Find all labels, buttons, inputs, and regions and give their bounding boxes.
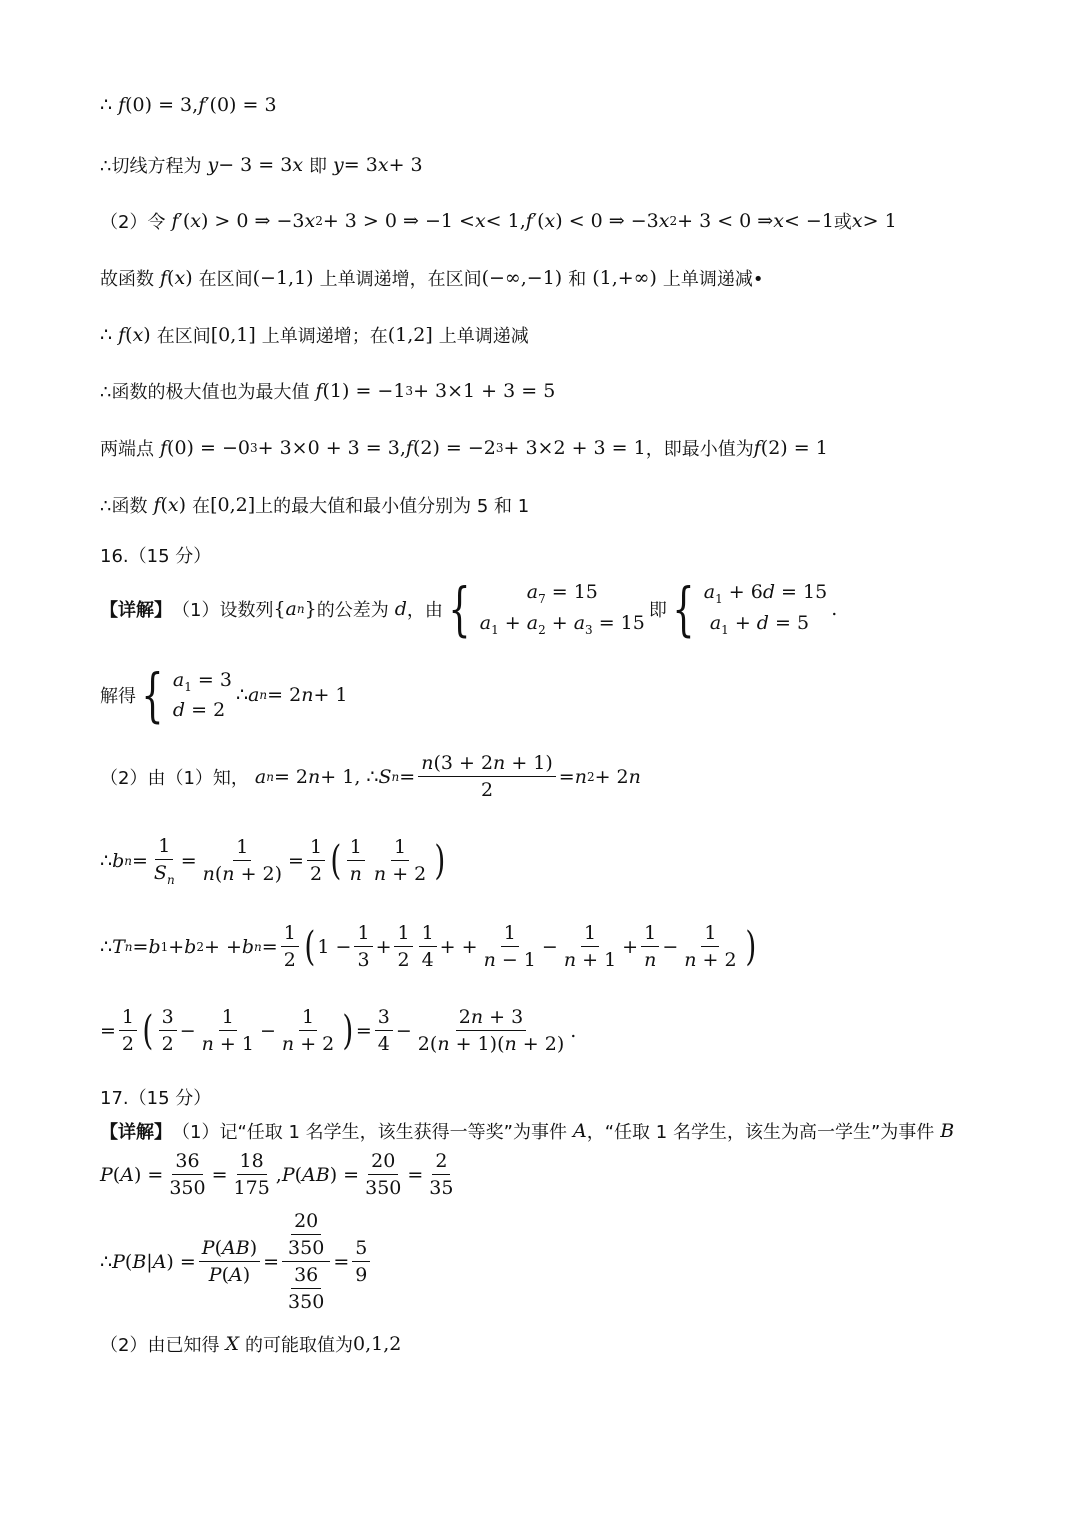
maximum-value: ∴函数的极大值也为最大值 f (1) = −1 3 + 3×1 + 3 = 5 [100,380,556,403]
q16-text-d: 即 [648,600,667,621]
l5-text-c: 上单调递增；在 [261,326,388,347]
l8-text-a: ∴函数 [100,496,148,517]
l5-text-d: 上单调递减 [438,326,529,347]
q17-text-a: （1）记“任取 1 名学生，该生获得一等奖”为事件 [172,1122,567,1143]
therefore-symbol: ∴ [100,324,113,346]
l4-text-d: 和 [568,269,587,290]
therefore-symbol: ∴ [100,94,113,116]
tangent-text: ∴切线方程为 [100,156,202,177]
q16-solution: 解得 { $a_1 = 3$ d = 2 ∴ a n = 2 n + 1 [100,661,348,729]
l7-text-a: 两端点 [100,439,154,460]
l5-text-b: 在区间 [156,326,211,347]
solve-text: 解得 [100,686,136,707]
detail-label: 【详解】 [100,600,172,621]
q17-part1: 【详解】 （1）记“任取 1 名学生，该生获得一等奖”为事件 A ，“任取 1 名学生，该生为高一学生”为事件 B [100,1120,955,1143]
tn-result: = $\frac{1}{2}$ ( $\frac{3}{2}$ − $\frac{1}{n + 1}$ − $\frac{1}{n + 2}$ ) = $\frac{3}{4}$ − $\frac{2n + 3}{2(n + 1)(n + 2)}$ . [100,1006,577,1055]
q17-part2-text-a: （2）由已知得 [100,1335,220,1356]
question-16-header [100,542,211,568]
detail-label: 【详解】 [100,1122,172,1143]
l8-text-b: 在 [192,496,211,517]
tn-sum: ∴ T n = b 1 + b 2 + + b n = $\frac{1}{2}$ ( 1 − $\frac{1}{3}$ + $\frac{1}{2}$ $\frac{1}{4}$ + + $\frac{1}{n - 1}$ − $\frac{1}{n + 1}$ + $\frac{1}{n}$ − $\frac{1}{n + 2}$ ) [100,922,756,971]
conditional-probability: ∴ P ( B | A ) = $\frac{P(AB)}{P(A)}$ = $\frac{\frac{20}{350}}{\frac{36}{350}}$ = $\frac{5}{9}$ [100,1210,373,1313]
l4-text-e: 上单调递减• [662,269,764,290]
q16-label: 16.（15 分） [100,546,212,567]
eq-f0: ∴ f (0) = 3, f ′(0) = 3 [100,94,277,116]
l6-text: ∴函数的极大值也为最大值 [100,382,310,403]
l4-text-b: 在区间 [198,269,253,290]
or-text: 或 [833,212,852,233]
monotonic-intervals: 故函数 f ( x ) 在区间 (−1,1) 上单调递增，在区间 (−∞,−1) 和 (1,+∞) 上单调递减• [100,267,764,290]
q16-text-b: 的公差为 [316,600,389,621]
l7-text-b: ，即最小值为 [645,439,754,460]
l8-text-c: 上的最大值和最小值分别为 5 和 1 [255,496,530,517]
derivative-sign-analysis: （2）令 f ′( x ) > 0 ⇒ −3 x 2 + 3 > 0 ⇒ −1 < x < 1, f ′( x ) < 0 ⇒ −3 x 2 + 3 < 0 ⇒ x < −1 或 x > 1 [100,210,897,233]
q16-part2-text: （2）由（1）知， [100,767,249,789]
interval-monotonic: ∴ f ( x ) 在区间 [0,1] 上单调递增；在 (1,2] 上单调递减 [100,324,529,347]
conclusion-1: ∴函数 f ( x ) 在 [0,2] 上的最大值和最小值分别为 5 和 1 [100,494,530,517]
bn-formula: ∴ b n = $\frac{1}{S_n}$ = $\frac{1}{n(n + 2)}$ = $\frac{1}{2}$ ( $\frac{1}{n}$ $\frac{1}{n + 2}$ ) [100,835,446,887]
q16-part1: 【详解】 （1）设数列 { a n } 的公差为 d ，由 { $a_7 = 15$ $a_1 + a_2 + a_3 = 15$ 即 { $a_1 + 6d = 15$ $a_1 + d = 5$ . [100,575,838,643]
q17-part2-text-b: 的可能取值为 [244,1335,353,1356]
q16-text-c: ，由 [406,600,443,621]
q16-text-a: （1）设数列 [172,600,274,621]
l4-text-a: 故函数 [100,269,154,290]
probabilities: P ( A ) = $\frac{36}{350}$ = $\frac{18}{175}$ , P ( AB ) = $\frac{20}{350}$ = $\frac{2}{35}$ [100,1150,454,1199]
q17-part2: （2）由已知得 X 的可能取值为 0,1,2 [100,1333,402,1356]
endpoint-values: 两端点 f (0) = −0 3 + 3×0 + 3 = 3, f (2) = −2 3 + 3×2 + 3 = 1 ，即最小值为 f (2) = 1 [100,437,828,460]
tangent-line-equation: ∴切线方程为 y − 3 = 3 x 即 y = 3 x + 3 [100,154,423,177]
part2-prefix: （2）令 [100,212,166,233]
q16-part2-sn: （2）由（1）知， a n = 2 n + 1, ∴ S n = $\frac{n(3 + 2n + 1)}{2}$ = n 2 + 2 n [100,752,641,801]
l4-text-c: 上单调递增，在区间 [319,269,482,290]
ji-text: 即 [309,156,328,177]
question-17-header [100,1084,211,1110]
q17-text-b: ，“任取 1 名学生，该生为高一学生”为事件 [586,1122,935,1143]
q17-label: 17.（15 分） [100,1088,212,1109]
